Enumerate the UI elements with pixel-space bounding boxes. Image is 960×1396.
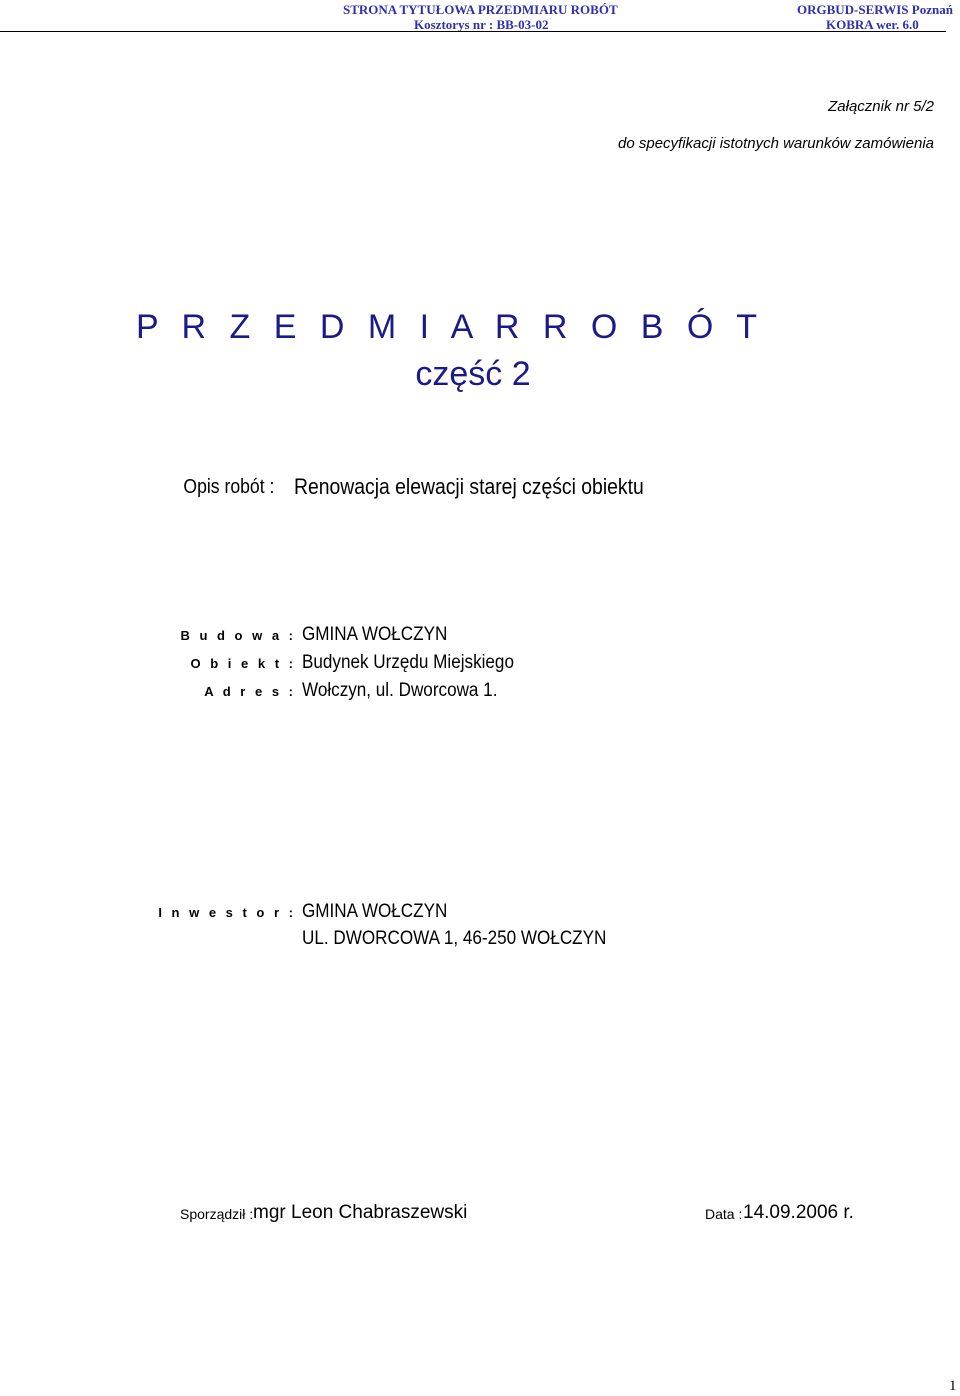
opis-value: Renowacja elewacji starej części obiektu bbox=[294, 474, 644, 499]
budowa-label: B u d o w a : bbox=[180, 628, 296, 643]
opis-label: Opis robót : bbox=[183, 476, 274, 498]
sporzadzil-name: mgr Leon Chabraszewski bbox=[253, 1202, 468, 1223]
adres-label: A d r e s : bbox=[204, 684, 296, 699]
inwestor-line-2: UL. DWORCOWA 1, 46-250 WOŁCZYN bbox=[302, 928, 607, 949]
header-left-bottom: Kosztorys nr : BB-03-02 bbox=[414, 17, 549, 32]
date-value: 14.09.2006 r. bbox=[743, 1202, 854, 1223]
document-part: część 2 bbox=[415, 355, 531, 393]
inwestor-label: I n w e s t o r : bbox=[158, 905, 296, 920]
budowa-value: GMINA WOŁCZYN bbox=[302, 624, 448, 645]
header-right-top: ORGBUD-SERWIS Poznań bbox=[797, 2, 953, 17]
obiekt-value: Budynek Urzędu Miejskiego bbox=[302, 652, 514, 673]
page-number: 1 bbox=[949, 1378, 957, 1394]
inwestor-line-1: GMINA WOŁCZYN bbox=[302, 901, 448, 922]
adres-value: Wołczyn, ul. Dworcowa 1. bbox=[302, 680, 498, 701]
header-rule bbox=[0, 31, 946, 32]
date-label: Data : bbox=[705, 1206, 743, 1222]
sporzadzil-label: Sporządził : bbox=[180, 1206, 254, 1222]
attachment-line-1: Załącznik nr 5/2 bbox=[828, 98, 934, 115]
attachment-line-2: do specyfikacji istotnych warunków zamówienia bbox=[618, 135, 934, 152]
header-left-top: STRONA TYTUŁOWA PRZEDMIARU ROBÓT bbox=[343, 2, 618, 17]
obiekt-label: O b i e k t : bbox=[190, 656, 296, 671]
document-title: P R Z E D M I A R R O B Ó T bbox=[136, 308, 764, 346]
header-right-bottom: KOBRA wer. 6.0 bbox=[826, 17, 919, 32]
